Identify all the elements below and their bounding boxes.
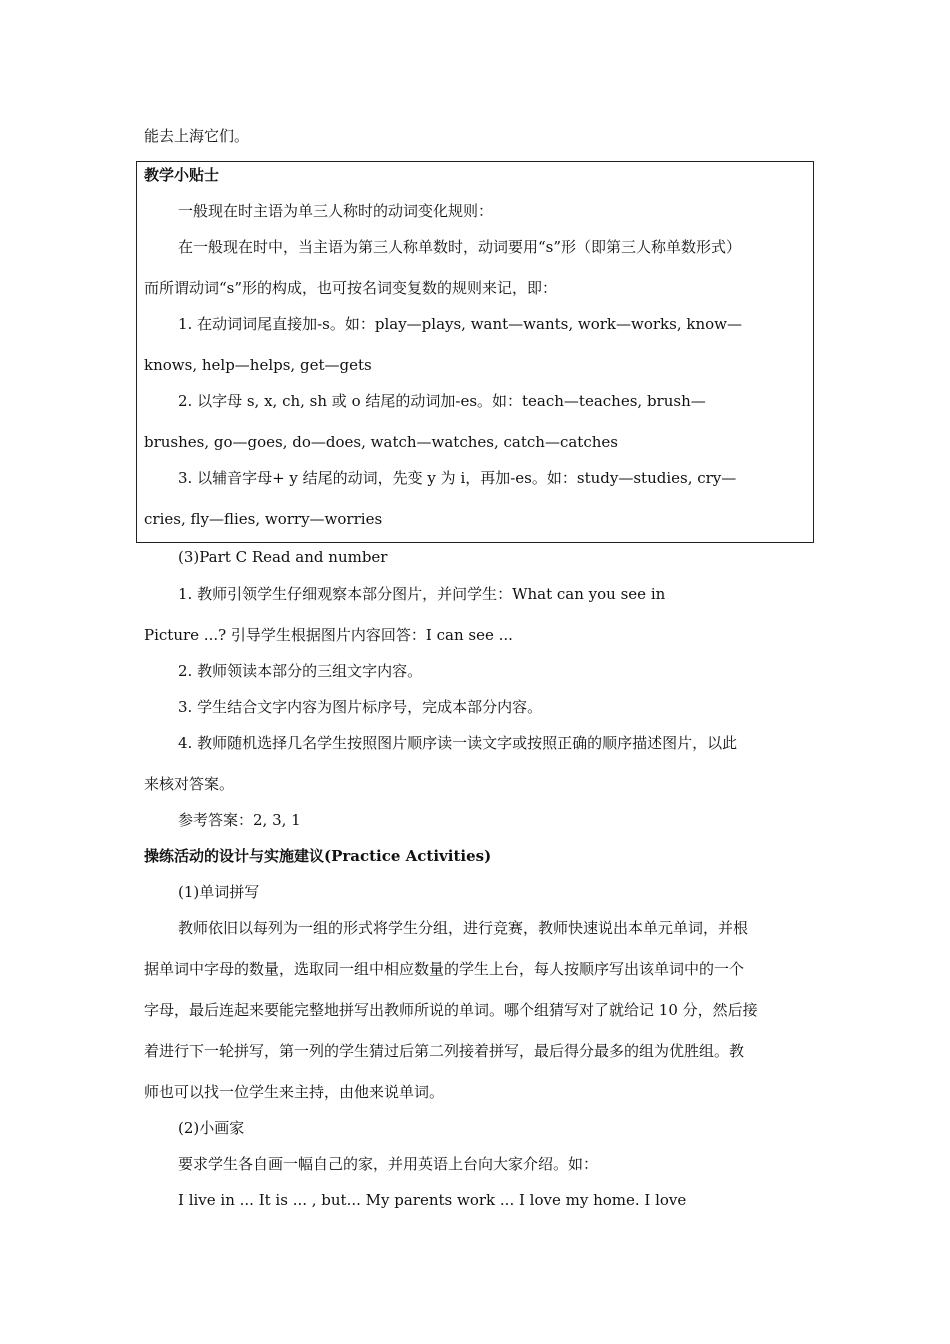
tips-rule1-line2: knows, help—helps, get—gets [144,356,372,374]
part-c-step2: 2. 教师领读本部分的三组文字内容。 [178,662,423,680]
activity1-title: (1)单词拼写 [178,883,260,901]
part-c-step1-line1: 1. 教师引领学生仔细观察本部分图片，并问学生：What can you see in [178,585,666,603]
tips-rule2-line1: 2. 以字母 s, x, ch, sh 或 o 结尾的动词加-es。如：teach—teaches, brush— [178,392,706,410]
part-c-step4-line1: 4. 教师随机选择几名学生按照图片顺序读一读文字或按照正确的顺序描述图片，以此 [178,734,738,752]
top-fragment: 能去上海它们。 [144,127,250,145]
part-c-step3: 3. 学生结合文字内容为图片标序号，完成本部分内容。 [178,698,543,716]
activity2-line2: I live in ... It is ... , but... My parents work ... I love my home. I love [178,1191,687,1209]
tips-rule3-line1: 3. 以辅音字母+ y 结尾的动词，先变 y 为 i，再加-es。如：study—studies, cry— [178,469,737,487]
activity1-line5: 师也可以找一位学生来主持，由他来说单词。 [144,1083,445,1101]
tips-rule-heading: 一般现在时主语为单三人称时的动词变化规则： [178,202,494,220]
practice-heading: 操练活动的设计与实施建议(Practice Activities) [144,847,492,865]
activity1-line3: 字母，最后连起来要能完整地拼写出教师所说的单词。哪个组猜写对了就给记 10 分，然后接 [144,1001,758,1019]
activity1-line4: 着进行下一轮拼写，第一列的学生猜过后第二列接着拼写，最后得分最多的组为优胜组。教 [144,1042,745,1060]
part-c-answer: 参考答案：2, 3, 1 [178,811,301,829]
part-c-step4-line2: 来核对答案。 [144,775,235,793]
part-c-heading: (3)Part C Read and number [178,548,388,566]
tips-rule3-line2: cries, fly—flies, worry—worries [144,510,383,528]
activity1-line2: 据单词中字母的数量，选取同一组中相应数量的学生上台，每人按顺序写出该单词中的一个 [144,960,745,978]
activity2-title: (2)小画家 [178,1119,245,1137]
tips-rule2-line2: brushes, go—goes, do—does, watch—watches, catch—catches [144,433,618,451]
activity2-line1: 要求学生各自画一幅自己的家，并用英语上台向大家介绍。如： [178,1155,599,1173]
tips-title: 教学小贴士 [144,166,220,184]
activity1-line1: 教师依旧以每列为一组的形式将学生分组，进行竞赛，教师快速说出本单元单词，并根 [178,919,749,937]
tips-rule1-line1: 1. 在动词词尾直接加-s。如：play—plays, want—wants, work—works, know— [178,315,743,333]
tips-intro-line1: 在一般现在时中，当主语为第三人称单数时，动词要用“s”形（即第三人称单数形式） [178,238,742,256]
tips-intro-line2: 而所谓动词“s”形的构成，也可按名词变复数的规则来记，即： [144,279,558,297]
part-c-step1-line2: Picture ...? 引导学生根据图片内容回答：I can see ... [144,626,513,644]
